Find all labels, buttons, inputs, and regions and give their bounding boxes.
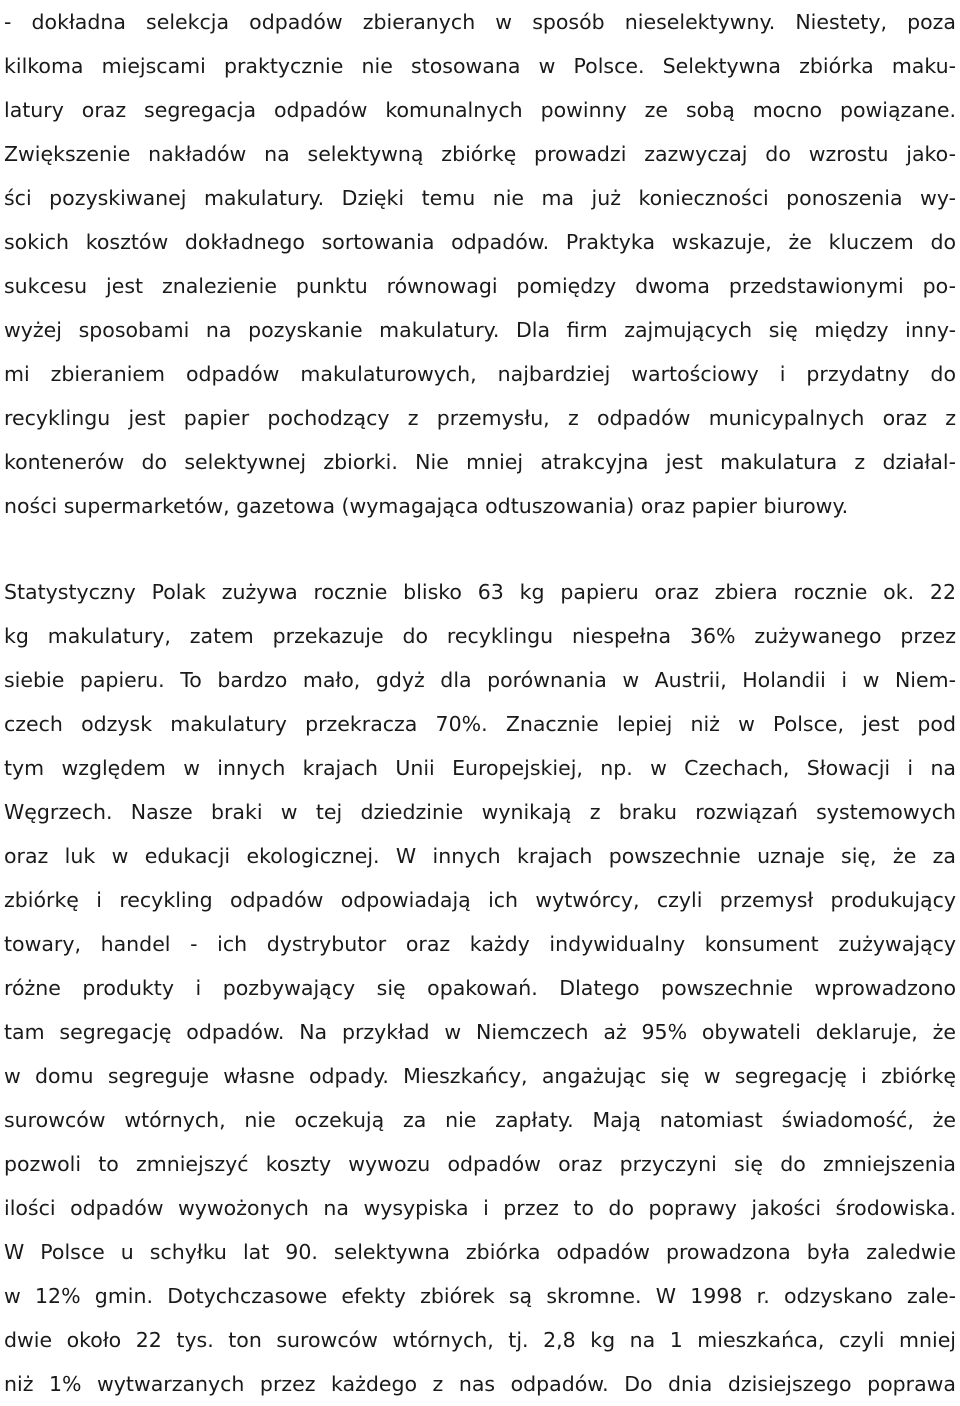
text-line: tym względem w innych krajach Unii Europejskiej, np. w Czechach, Słowacji i na [4, 756, 956, 780]
text-line: pozwoli to zmniejszyć koszty wywozu odpadów oraz przyczyni się do zmniejszenia [4, 1152, 956, 1176]
text-line: różne produkty i pozbywający się opakowań. Dlatego powszechnie wprowadzono [4, 976, 956, 1000]
text-line: ności supermarketów, gazetowa (wymagająca odtuszowania) oraz papier biurowy. [4, 494, 849, 518]
text-line: ilości odpadów wywożonych na wysypiska i przez to do poprawy jakości środowiska. [4, 1196, 956, 1220]
text-line: latury oraz segregacja odpadów komunalnych powinny ze sobą mocno powiązane. [4, 98, 956, 122]
text-line: - dokładna selekcja odpadów zbieranych w sposób nieselektywny. Niestety, poza [4, 10, 956, 34]
text-line: sukcesu jest znalezienie punktu równowagi pomiędzy dwoma przedstawionymi po- [4, 274, 956, 298]
paragraph-recovery-methods [4, 0, 956, 528]
text-line: oraz luk w edukacji ekologicznej. W innych krajach powszechnie uznaje się, że za [4, 844, 956, 868]
text-line: niż 1% wytwarzanych przez każdego z nas odpadów. Do dnia dzisiejszego poprawa [4, 1372, 956, 1396]
text-line: tam segregację odpadów. Na przykład w Niemczech aż 95% obywateli deklaruje, że [4, 1020, 956, 1044]
text-line: kontenerów do selektywnej zbiorki. Nie mniej atrakcyjna jest makulatura z działal- [4, 450, 956, 474]
text-line: W Polsce u schyłku lat 90. selektywna zbiórka odpadów prowadzona była zaledwie [4, 1240, 956, 1264]
text-line: zbiórkę i recykling odpadów odpowiadają ich wytwórcy, czyli przemysł produkujący [4, 888, 956, 912]
text-line: siebie papieru. To bardzo mało, gdyż dla porównania w Austrii, Holandii i w Niem- [4, 668, 956, 692]
text-line: towary, handel - ich dystrybutor oraz każdy indywidualny konsument zużywający [4, 932, 956, 956]
document-page [4, 0, 956, 1406]
text-line: sokich kosztów dokładnego sortowania odpadów. Praktyka wskazuje, że kluczem do [4, 230, 956, 254]
text-line: kg makulatury, zatem przekazuje do recyklingu niespełna 36% zużywanego przez [4, 624, 956, 648]
text-line: kilkoma miejscami praktycznie nie stosowana w Polsce. Selektywna zbiórka maku- [4, 54, 956, 78]
text-line: surowców wtórnych, nie oczekują za nie zapłaty. Mają natomiast świadomość, że [4, 1108, 956, 1132]
text-line: Węgrzech. Nasze braki w tej dziedzinie wynikają z braku rozwiązań systemowych [4, 800, 956, 824]
text-line: Statystyczny Polak zużywa rocznie blisko 63 kg papieru oraz zbiera rocznie ok. 22 [4, 580, 956, 604]
text-line: mi zbieraniem odpadów makulaturowych, najbardziej wartościowy i przydatny do [4, 362, 956, 386]
paragraph-statistics [4, 570, 956, 1406]
text-line: czech odzysk makulatury przekracza 70%. Znacznie lepiej niż w Polsce, jest pod [4, 712, 956, 736]
text-line: recyklingu jest papier pochodzący z przemysłu, z odpadów municypalnych oraz z [4, 406, 956, 430]
text-line: wyżej sposobami na pozyskanie makulatury. Dla firm zajmujących się między inny- [4, 318, 956, 342]
paragraph-gap [4, 528, 956, 570]
text-line: Zwiększenie nakładów na selektywną zbiórkę prowadzi zazwyczaj do wzrostu jako- [4, 142, 956, 166]
text-line: w 12% gmin. Dotychczasowe efekty zbiórek są skromne. W 1998 r. odzyskano zale- [4, 1284, 956, 1308]
text-line: dwie około 22 tys. ton surowców wtórnych, tj. 2,8 kg na 1 mieszkańca, czyli mniej [4, 1328, 956, 1352]
text-line: w domu segreguje własne odpady. Mieszkańcy, angażując się w segregację i zbiórkę [4, 1064, 956, 1088]
text-line: ści pozyskiwanej makulatury. Dzięki temu nie ma już konieczności ponoszenia wy- [4, 186, 956, 210]
